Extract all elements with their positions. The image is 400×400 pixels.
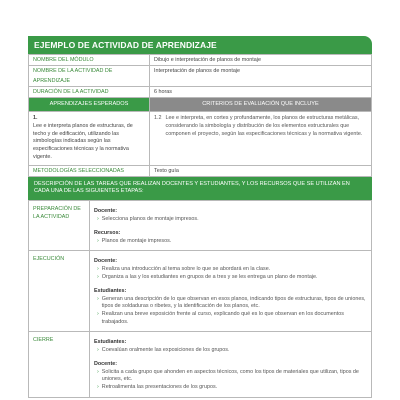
criteria-code: 1.2 — [154, 115, 162, 121]
stage-name: PREPARACIÓN DE LA ACTIVIDAD — [29, 200, 90, 250]
meta-value: Dibujo e interpretación de planos de montaje — [150, 55, 372, 66]
list-item: › Retroalimenta las presentaciones de los grupos. — [97, 384, 218, 391]
list-item: › Coevalúan oralmente las exposiciones de los grupos. — [97, 346, 230, 353]
stage-name: CIERRE — [29, 332, 90, 398]
stage-row-closing — [29, 332, 372, 398]
meta-table — [28, 54, 372, 177]
stage-content — [90, 251, 372, 332]
bullet-icon: › — [97, 368, 99, 375]
stage-row-execution — [29, 251, 372, 332]
stage-content — [90, 200, 372, 250]
sheet-title: EJEMPLO DE ACTIVIDAD DE APRENDIZAJE — [28, 36, 372, 54]
learning-text: Lee e interpreta planos de estructuras, de techo y de edificación, utilizando las simbologías indicadas según las especificaciones técnicas y la normativa vigente. — [33, 122, 133, 160]
learning-outcome — [29, 112, 150, 166]
criteria-header: CRITERIOS DE EVALUACIÓN QUE INCLUYE — [150, 98, 372, 112]
meta-key: NOMBRE DE LA ACTIVIDAD DE APRENDIZAJE — [29, 66, 150, 87]
meta-value: 6 horas — [150, 87, 372, 98]
meta-row-duration — [29, 87, 372, 98]
bullet-icon: › — [97, 215, 99, 222]
list-item: › Planos de montaje impresos. — [97, 237, 172, 244]
bullet-icon: › — [97, 265, 99, 272]
learning-row — [29, 112, 372, 166]
bullet-icon: › — [97, 273, 99, 280]
bullet-icon: › — [97, 384, 99, 391]
group-label: Docente: — [94, 258, 118, 265]
learning-header-row — [29, 98, 372, 112]
methodology-row — [29, 165, 372, 176]
meta-key: NOMBRE DEL MÓDULO — [29, 55, 150, 66]
list-item: › Realiza una introducción al tema sobre lo que se abordará en la clase. — [97, 265, 271, 272]
bullet-icon: › — [97, 346, 99, 353]
stage-name: EJECUCIÓN — [29, 251, 90, 332]
bullet-icon: › — [97, 237, 99, 244]
stage-content — [90, 332, 372, 398]
expected-header: APRENDIZAJES ESPERADOS — [29, 98, 150, 112]
list-item: › Realizan una breve exposición frente al curso, explicando qué es lo que observan en los documentos trabajados. — [97, 310, 344, 325]
group-label: Docente: — [94, 361, 118, 368]
methodology-value: Texto guía — [150, 165, 372, 176]
bullet-icon: › — [97, 295, 99, 302]
list-item: › Generan una descripción de lo que observan en esos planos, indicando tipos de estructuras, tipos de uniones, tipos de soldaduras o ribetes, y la identificación de los planos, etc. — [97, 295, 366, 310]
learning-number: 1. — [33, 115, 38, 121]
meta-row-module — [29, 55, 372, 66]
group-label: Docente: — [94, 207, 118, 214]
group-label: Estudiantes: — [94, 288, 127, 295]
group-label: Recursos: — [94, 230, 121, 237]
list-item: › Solicita a cada grupo que ahonden en aspectos técnicos, como los tipos de materiales que utilizan, tipos de uniones, etc. — [97, 368, 359, 383]
list-item: › Organiza a las y los estudiantes en grupos de a tres y se les entrega un plano de montaje. — [97, 273, 318, 280]
meta-row-activity — [29, 66, 372, 87]
bullet-icon: › — [97, 310, 99, 317]
meta-value: Interpretación de planos de montaje — [150, 66, 372, 87]
criteria-cell — [150, 112, 372, 166]
meta-key: DURACIÓN DE LA ACTIVIDAD — [29, 87, 150, 98]
tasks-header: DESCRIPCIÓN DE LAS TAREAS QUE REALIZAN DOCENTES Y ESTUDIANTES, Y LOS RECURSOS QUE SE UTILIZAN EN CADA UNA DE LAS SIGUIENTES ETAPAS: — [28, 177, 372, 200]
methodology-key: METODOLOGÍAS SELECCIONADAS — [29, 165, 150, 176]
stages-table — [28, 200, 372, 398]
activity-sheet — [28, 36, 372, 398]
criteria-text: Lee e interpreta, en cortes y profundamente, los planos de estructuras metálicas, considerando la simbología y distribución de los elementos estructurales que componen el proyecto, según las especificaciones técnicas y la normativa vigente. — [165, 115, 363, 137]
list-item: › Selecciona planos de montaje impresos. — [97, 215, 199, 222]
group-label: Estudiantes: — [94, 339, 127, 346]
stage-row-preparation — [29, 200, 372, 250]
